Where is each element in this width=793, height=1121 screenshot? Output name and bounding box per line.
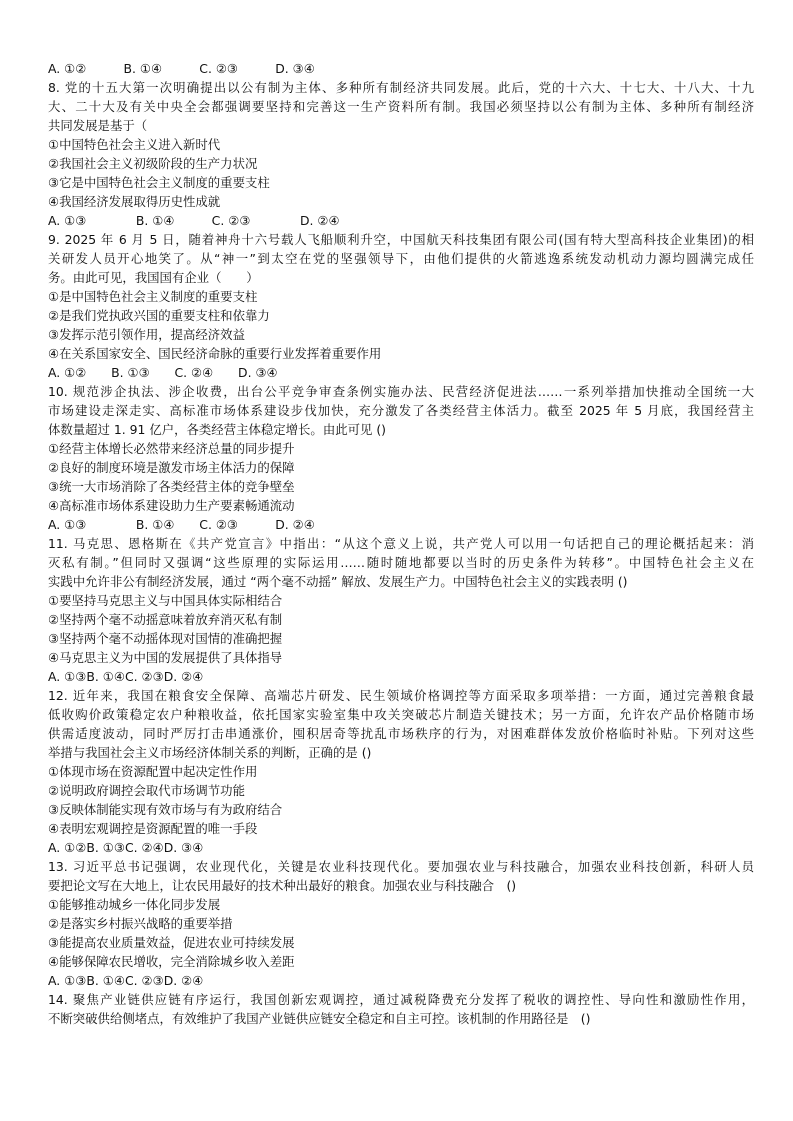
q13-option-3: ③能提高农业质量效益，促进农业可持续发展 <box>48 935 295 950</box>
q12-stem-line-1: 12. 近年来，我国在粮食安全保障、高端芯片研发、民生领域价格调控等方面采取多项举措：一方面，通过完善粮食最 <box>48 688 754 703</box>
q11-option-4: ④马克思主义为中国的发展提供了具体指导 <box>48 650 283 665</box>
q12-option-1: ①体现市场在资源配置中起决定性作用 <box>48 764 258 779</box>
q13-stem-line-2: 要把论文写在大地上，让农民用最好的技术种出最好的粮食。加强农业与科技融合 () <box>48 878 517 893</box>
q8-option-1: ①中国特色社会主义进入新时代 <box>48 137 221 152</box>
q11-stem-line-1: 11. 马克思、恩格斯在《共产党宣言》中指出：“从这个意义上说，共产党人可以用一句话把自己的理论概括起来：消 <box>48 536 754 551</box>
q13-option-1: ①能够推动城乡一体化同步发展 <box>48 897 221 912</box>
q8-stem-line-1: 8. 党的十五大第一次明确提出以公有制为主体、多种所有制经济共同发展。此后，党的十六大、十七大、十八大、十九 <box>48 80 754 95</box>
q9-answer-choices: A. ①② B. ①③ C. ②④ D. ③④ <box>48 365 278 380</box>
q10-option-1: ①经营主体增长必然带来经济总量的同步提升 <box>48 441 295 456</box>
q11-stem-line-2: 灭私有制。”但同时又强调“这些原理的实际运用……随时随地都要以当时的历史条件为转移”。中国特色社会主义在 <box>48 555 754 570</box>
q8-option-4: ④我国经济发展取得历史性成就 <box>48 194 221 209</box>
q12-stem-line-3: 供需适度波动，同时严厉打击串通涨价，囤积居奇等扰乱市场秩序的行为，对困难群体发放价格临时补贴。下列对这些 <box>48 726 754 741</box>
q8-stem-line-3: 共同发展是基于（ <box>48 118 148 133</box>
q14-stem-line-1: 14. 聚焦产业链供应链有序运行，我国创新宏观调控，通过减税降费充分发挥了税收的调控性、导向性和激励性作用， <box>48 992 754 1007</box>
q9-option-2: ②是我们党执政兴国的重要支柱和依靠力 <box>48 308 270 323</box>
q12-option-4: ④表明宏观调控是资源配置的唯一手段 <box>48 821 258 836</box>
q9-stem-line-2: 关研发人员开心地笑了。从“神一”到太空在党的坚强领导下，由他们提供的火箭逃逸系统发动机动力源均圆满完成任 <box>48 251 754 266</box>
q8-option-2: ②我国社会主义初级阶段的生产力状况 <box>48 156 258 171</box>
q12-stem-line-2: 低收购价政策稳定农户种粮收益，依托国家实验室集中攻关突破芯片制造关键技术；另一方面，允许农产品价格随市场 <box>48 707 754 722</box>
q9-stem-line-3: 务。由此可见，我国国有企业（ ） <box>48 270 259 285</box>
q11-answer-choices: A. ①③B. ①④C. ②③D. ②④ <box>48 669 204 684</box>
q13-stem-line-1: 13. 习近平总书记强调，农业现代化，关键是农业科技现代化。要加强农业与科技融合，加强农业科技创新，科研人员 <box>48 859 754 874</box>
q8-stem-line-2: 大、二十大及有关中央全会都强调要坚持和完善这一生产资料所有制。我国必须坚持以公有制为主体、多种所有制经济 <box>48 99 754 114</box>
q11-option-2: ②坚持两个毫不动摇意味着放弃消灭私有制 <box>48 612 283 627</box>
q12-stem-line-4: 举措与我国社会主义市场经济体制关系的判断，正确的是 () <box>48 745 372 760</box>
q11-option-1: ①要坚持马克思主义与中国具体实际相结合 <box>48 593 283 608</box>
q11-stem-line-3: 实践中允许非公有制经济发展，通过 “两个毫不动摇” 解放、发展生产力。中国特色社会主义的实践表明 () <box>48 574 628 589</box>
q13-option-2: ②是落实乡村振兴战略的重要举措 <box>48 916 233 931</box>
q10-option-4: ④高标准市场体系建设助力生产要素畅通流动 <box>48 498 295 513</box>
q12-answer-choices: A. ①②B. ①③C. ②④D. ③④ <box>48 840 204 855</box>
q12-option-2: ②说明政府调控会取代市场调节功能 <box>48 783 245 798</box>
q12-option-3: ③反映体制能实现有效市场与有为政府结合 <box>48 802 283 817</box>
q10-stem-line-2: 市场建设走深走实、高标准市场体系建设步伐加快，充分激发了各类经营主体活力。截至 2025 年 5 月底，我国经营主 <box>48 403 754 418</box>
q8-option-3: ③它是中国特色社会主义制度的重要支柱 <box>48 175 270 190</box>
q10-option-3: ③统一大市场消除了各类经营主体的竞争壁垒 <box>48 479 295 494</box>
q13-answer-choices: A. ①③B. ①④C. ②③D. ②④ <box>48 973 204 988</box>
q9-option-4: ④在关系国家安全、国民经济命脉的重要行业发挥着重要作用 <box>48 346 382 361</box>
q7-answer-choices: A. ①② B. ①④ C. ②③ D. ③④ <box>48 61 315 76</box>
q10-stem-line-1: 10. 规范涉企执法、涉企收费，出台公平竞争审查条例实施办法、民营经济促进法……一系列举措加快推动全国统一大 <box>48 384 754 399</box>
q11-option-3: ③坚持两个毫不动摇体现对国情的准确把握 <box>48 631 283 646</box>
q13-option-4: ④能够保障农民增收，完全消除城乡收入差距 <box>48 954 295 969</box>
q9-option-3: ③发挥示范引领作用，提高经济效益 <box>48 327 245 342</box>
q9-option-1: ①是中国特色社会主义制度的重要支柱 <box>48 289 258 304</box>
q8-answer-choices: A. ①③ B. ①④ C. ②③ D. ②④ <box>48 213 340 228</box>
q14-stem-line-2: 不断突破供给侧堵点，有效维护了我国产业链供应链安全稳定和自主可控。该机制的作用路径是 () <box>48 1011 591 1026</box>
q10-option-2: ②良好的制度环境是激发市场主体活力的保障 <box>48 460 295 475</box>
q9-stem-line-1: 9. 2025 年 6 月 5 日，随着神舟十六号载人飞船顺利升空，中国航天科技集团有限公司(国有特大型高科技企业集团)的相 <box>48 232 754 247</box>
q10-stem-line-3: 体数量超过 1. 91 亿户，各类经营主体稳定增长。由此可见 () <box>48 422 386 437</box>
q10-answer-choices: A. ①③ B. ①④ C. ②③ D. ②④ <box>48 517 315 532</box>
